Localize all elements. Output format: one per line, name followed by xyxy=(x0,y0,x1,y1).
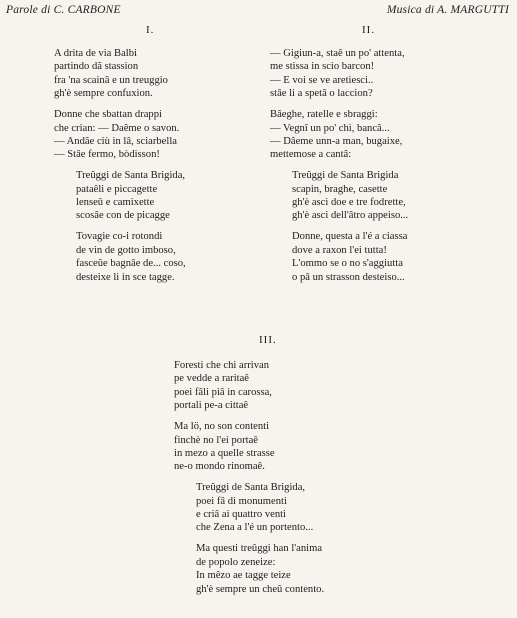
verse-line: in mezo a quelle strasse xyxy=(174,447,275,459)
section-2-title: II. xyxy=(362,24,376,36)
verse-line: Treûggi de Santa Brigida, xyxy=(196,482,306,494)
verse-line: — Gigiun-a, staê un po' attenta, xyxy=(270,48,405,59)
verse-line: desteixe li in sce tagge. xyxy=(76,271,175,283)
stanza xyxy=(292,169,408,223)
section-3-verses xyxy=(174,359,324,604)
section-1-title: I. xyxy=(146,24,155,36)
stanza xyxy=(76,169,186,223)
verse-line: gh'è sempre confuxion. xyxy=(54,88,153,100)
verse-line: portali pe-a cittaê xyxy=(174,400,249,412)
verse-line: — Dâeme unn-a man, bugaixe, xyxy=(270,135,403,147)
verse-line: Donne che sbattan drappi xyxy=(54,109,162,121)
verse-line: fasceûe bagnâe de... coso, xyxy=(76,258,186,270)
verse-line: — Andãe ciù in lâ, sciarbella xyxy=(54,135,177,147)
stanza xyxy=(270,47,408,101)
stanza xyxy=(292,230,408,284)
verse-line: — E voi se ve aretiesci.. xyxy=(270,74,374,86)
verse-line: Bâeghe, ratelle e sbraggi: xyxy=(270,109,378,121)
verse-line: Foresti che chi arrivan xyxy=(174,360,270,371)
verse-line: gh'è sempre un cheû contento. xyxy=(196,583,325,595)
verse-line: Donne, questa a l'é a ciassa xyxy=(292,231,408,243)
verse-line: lenseû e camixette xyxy=(76,197,155,209)
verse-line: e criâ ai quattro venti xyxy=(196,509,287,521)
verse-line: poei fâli piâ in carossa, xyxy=(174,386,272,398)
verse-line: scosâe con de picagge xyxy=(76,210,170,222)
stanza xyxy=(174,359,324,413)
stanza xyxy=(54,108,186,162)
section-2-verses xyxy=(270,47,408,292)
verse-line: poei fâ di monumenti xyxy=(196,495,287,507)
verse-line: — Stâe fermo, bòdisson! xyxy=(54,149,160,161)
verse-line: de vin de gotto imboso, xyxy=(76,244,176,256)
verse-line: stâe li a spetâ o laccion? xyxy=(270,88,373,100)
verse-line: partindo dã stassion xyxy=(54,61,139,73)
verse-line: de popolo zeneize: xyxy=(196,556,276,568)
verse-line: — Vegnî un po' chì, bancâ... xyxy=(270,122,390,134)
verse-line: gh'è asci doe e tre fodrette, xyxy=(292,197,406,209)
verse-line: L'ommo se o no s'aggiutta xyxy=(292,258,403,270)
verse-line: mettemose a cantâ: xyxy=(270,149,352,161)
verse-line: Ma questi treûggi han l'anima xyxy=(196,543,323,555)
verse-line: Tovagie co-i rotondi xyxy=(76,231,163,243)
lyrics-credit: Parole di C. CARBONE xyxy=(6,4,121,16)
verse-line: Treûggi de Santa Brigida xyxy=(292,170,399,182)
verse-line: Ma lö, no son contenti xyxy=(174,421,270,433)
stanza xyxy=(196,481,324,535)
verse-line: gh'è asci dell'âtro appeiso... xyxy=(292,210,409,222)
music-credit: Musica di A. MARGUTTI xyxy=(386,4,509,16)
stanza xyxy=(54,47,186,101)
verse-line: In mêzo ae tagge teize xyxy=(196,570,291,582)
verse-line: scapin, braghe, casette xyxy=(292,183,388,195)
stanza xyxy=(196,542,324,596)
stanza xyxy=(270,108,408,162)
verse-line: che Zena a l'é un portento... xyxy=(196,522,314,534)
verse-line: o pâ un strasson desteiso... xyxy=(292,271,405,283)
section-1-verses xyxy=(54,47,186,292)
verse-line: ne-o mondo rinomaê. xyxy=(174,461,265,473)
verse-line: finchè no l'ei portaê xyxy=(174,434,258,446)
verse-line: Treûggi de Santa Brigida, xyxy=(76,170,186,182)
verse-line: pe vedde a raritaê xyxy=(174,373,249,385)
verse-line: fra 'na scainâ e un treuggio xyxy=(54,74,168,86)
verse-line: A drita de via Balbi xyxy=(54,48,137,59)
verse-line: dove a raxon l'ei tutta! xyxy=(292,244,387,256)
stanza xyxy=(76,230,186,284)
section-3-title: III. xyxy=(259,334,277,346)
verse-line: pataêli e piccagette xyxy=(76,183,158,195)
stanza xyxy=(174,420,324,474)
verse-line: me stissa in scio barcon! xyxy=(270,61,375,73)
verse-line: che crian: — Daême o savon. xyxy=(54,122,180,134)
